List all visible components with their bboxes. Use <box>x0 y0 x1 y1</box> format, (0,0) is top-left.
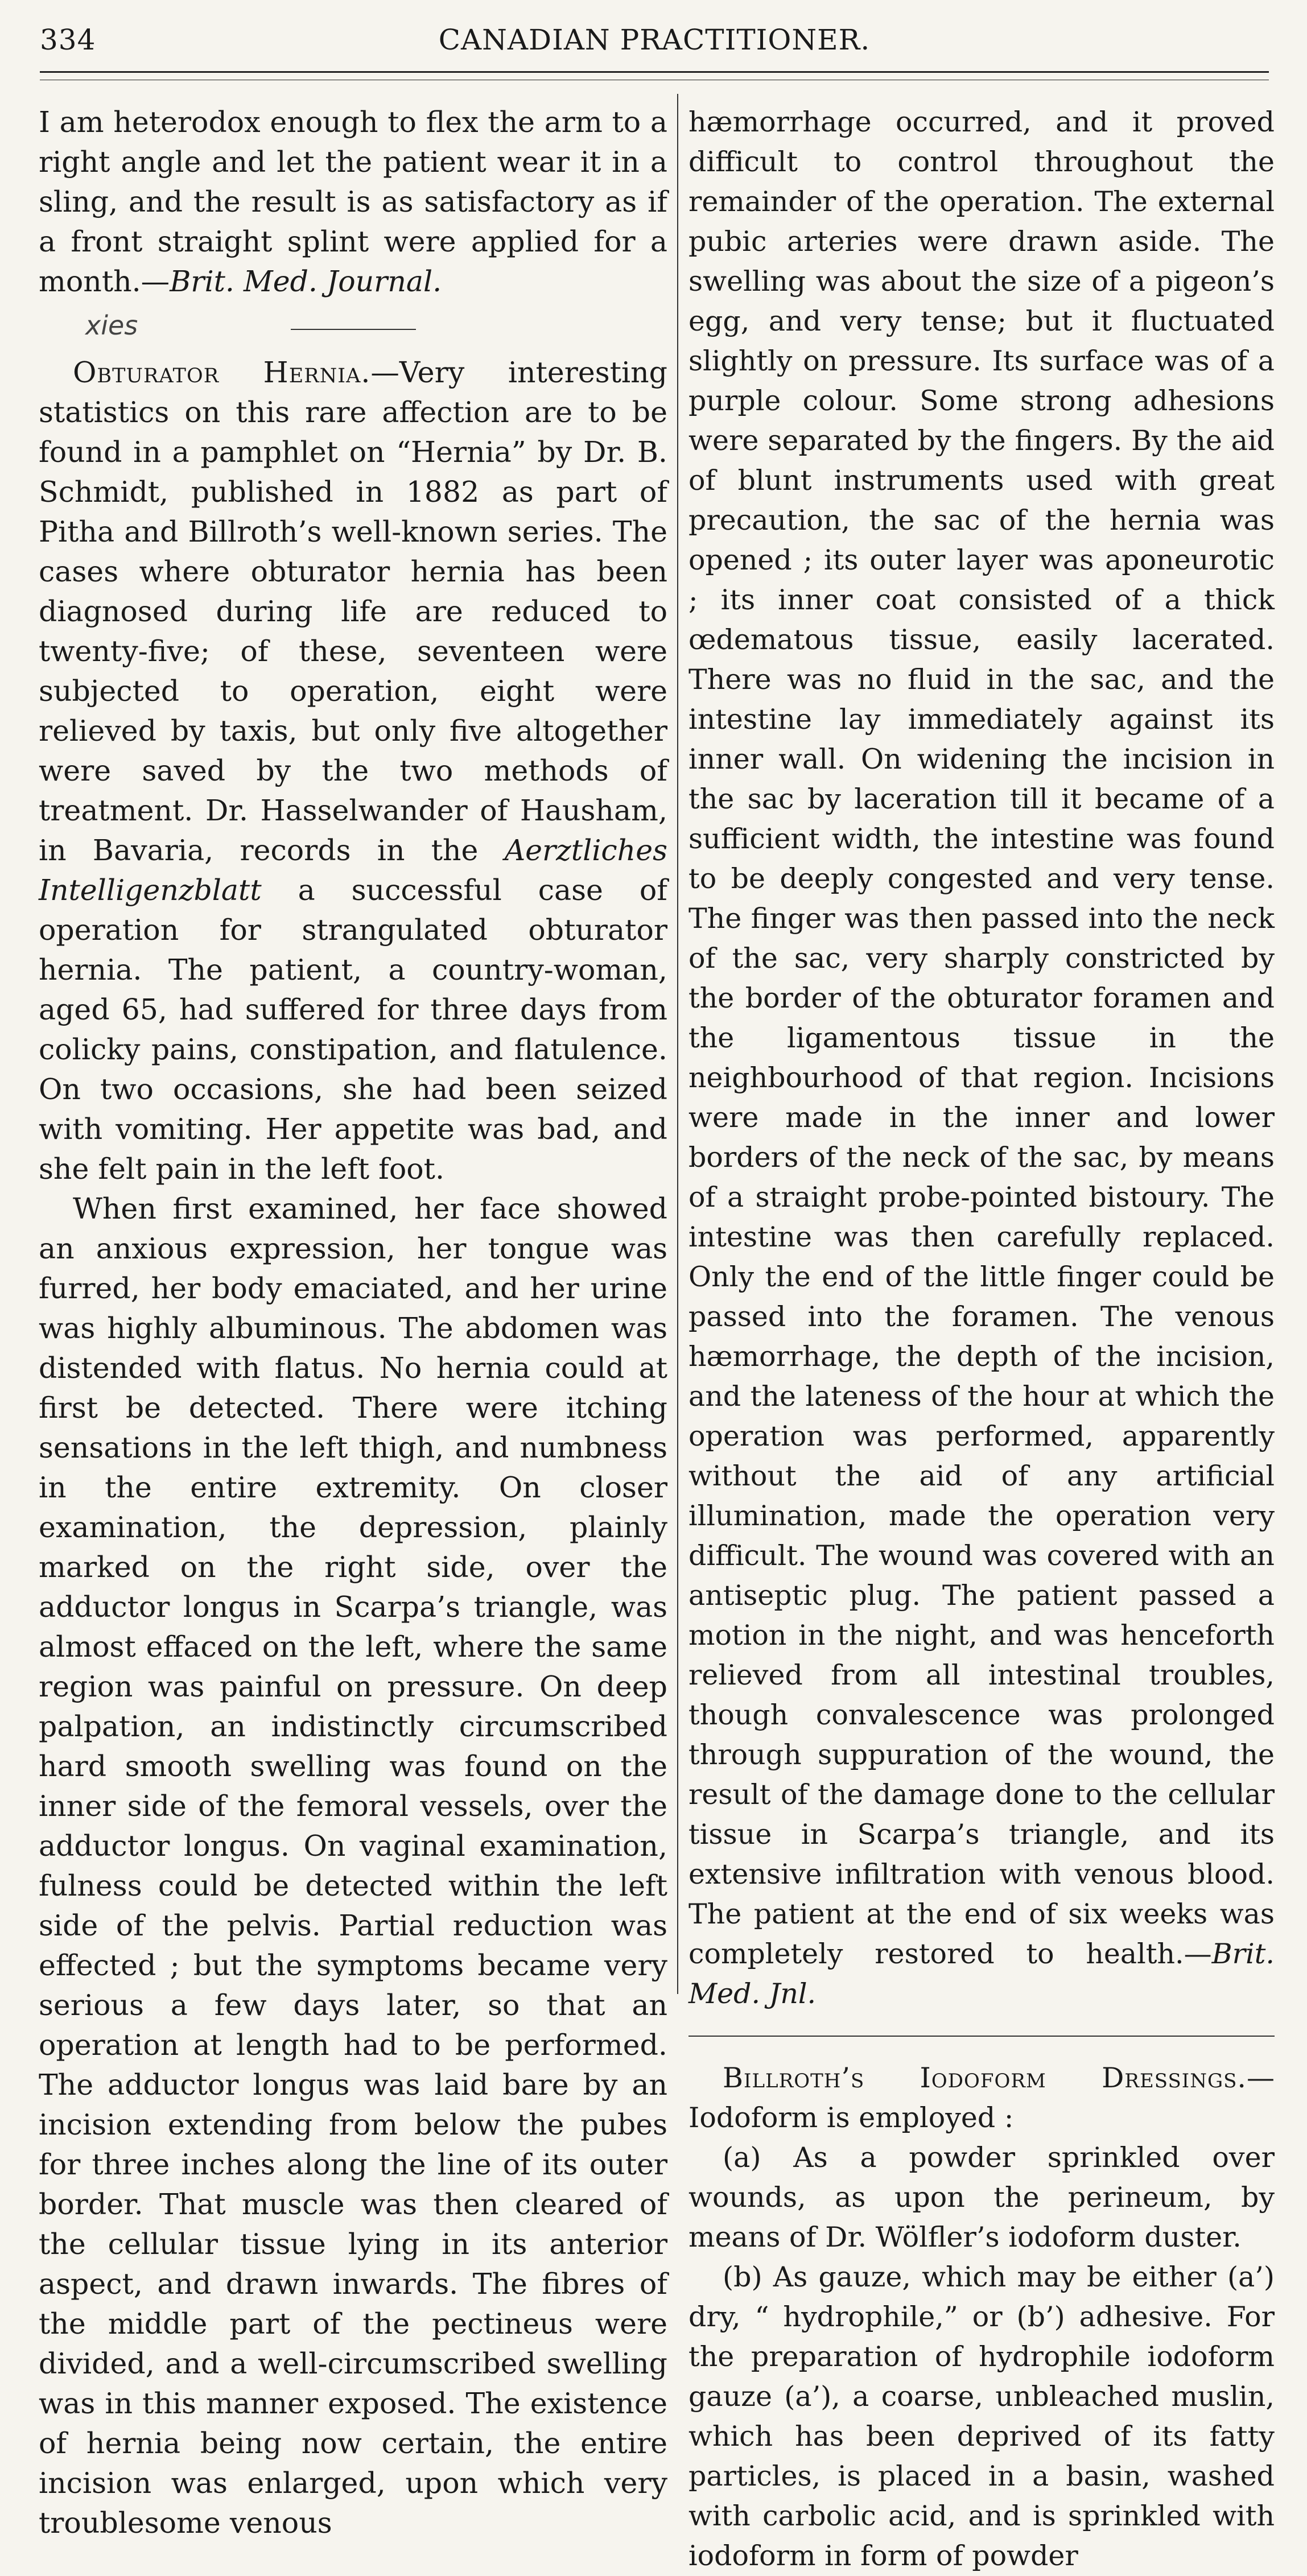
source-citation: Brit. Med. Jnl. <box>688 1938 1275 2010</box>
left-column <box>39 102 667 2543</box>
paragraph-operation: hæmorrhage occurred, and it proved difficult to control throughout the remainder of the operation. The external pubic arteries were drawn aside. The swelling was about the size of a pigeon’s egg, and very tense; but it fluctuated slightly on pressure. Its surface was of a purple colour. Some strong adhesions were separated by the fingers. By the aid of blunt instruments used with great precaution, the sac of the hernia was opened ; its outer layer was aponeurotic ; its inner coat consisted of a thick œdematous tissue, easily lacerated. There was no fluid in the sac, and the intestine lay immediately against its inner wall. On widening the incision in the sac by laceration till it became of a sufficient width, the intestine was found to be deeply congested and very tense. The finger was then passed into the neck of the sac, very sharply constricted by the border of the obturator foramen and the ligamentous tissue in the neighbourhood of that region. Incisions were made in the inner and lower borders of the neck of the sac, by means of a straight probe-pointed bistoury. The intestine was then carefully replaced. Only the end of the little finger could be passed into the foramen. The venous hæmorrhage, the depth of the incision, and the lateness of the hour at which the operation was performed, apparently without the aid of any artificial illumination, made the operation very difficult. The wound was covered with an antiseptic plug. The patient passed a motion in the night, and was henceforth relieved from all intestinal troubles, though convalescence was prolonged through suppuration of the wound, the result of the damage done to the cellular tissue in Scarpa’s triangle, and its extensive infiltration with venous blood. The patient at the end of six weeks was completely restored to health.—Brit. Med. Jnl. <box>688 106 1275 2010</box>
column-divider <box>677 94 678 1994</box>
page-number: 334 <box>40 23 96 56</box>
paragraph-obturator-hernia: Obturator Hernia.—Very interesting statistics on this rare affection are to be found in a pamphlet on “Hernia” by Dr. B. Schmidt, published in 1882 as part of Pitha and Billroth’s well-known series. The cases where obturator hernia has been diagnosed during life are reduced to twenty-five; of these, seventeen were subjected to operation, eight were relieved by taxis, but only five altogether were saved by the two methods of treatment. Dr. Hasselwander of Hausham, in Bavaria, records in the Aerztliches Intelligenzblatt a successful case of operation for strangulated obturator hernia. The patient, a country-woman, aged 65, had suffered for three days from colicky pains, constipation, and flatulence. On two occasions, she had been seized with vomiting. Her appetite was bad, and she felt pain in the left foot. <box>39 356 667 1186</box>
paragraph-iodoform: Billroth’s Iodoform Dressings.—Iodoform is employed : <box>688 2062 1275 2134</box>
paragraph-examination: When first examined, her face showed an anxious expression, her tongue was furred, her body emaciated, and her urine was highly albuminous. The abdomen was distended with flatus. No hernia could at first be detected. There were itching sensations in the left thigh, and numbness in the entire extremity. On closer examination, the depression, plainly marked on the right side, over the adductor longus in Scarpa’s triangle, was almost effaced on the left, where the same region was painful on pressure. On deep palpation, an indistinctly circumscribed hard smooth swelling was found on the inner side of the femoral vessels, over the adductor longus. On vaginal examination, fulness could be detected within the left side of the pelvis. Partial reduction was effected ; but the symptoms became very serious a few days later, so that an operation at length had to be performed. The adductor longus was laid bare by an incision extending from below the pubes for three inches along the line of its outer border. That muscle was then cleared of the cellular tissue lying in its anterior aspect, and drawn inwards. The fibres of the middle part of the pectineus were divided, and a well-circumscribed swelling was in this manner exposed. The existence of hernia being now certain, the entire incision was enlarged, upon which very troublesome venous <box>39 1192 667 2540</box>
paragraph-powder: (a) As a powder sprinkled over wounds, as upon the perineum, by means of Dr. Wölfler’s iodoform duster. <box>688 2141 1275 2253</box>
header-rule <box>40 71 1269 73</box>
section-heading: Obturator Hernia. <box>73 356 371 389</box>
right-column <box>688 102 1275 2576</box>
source-citation: Brit. Med. Journal. <box>170 265 442 298</box>
paragraph-arm-sling: I am heterodox enough to flex the arm to a right angle and let the patient wear it in a sling, and the result is as satisfactory as if a front straight splint were applied for a month.—Brit. Med. Journal. <box>39 105 667 298</box>
journal-title: CANADIAN PRACTITIONER. <box>438 23 871 56</box>
paragraph-gauze: (b) As gauze, which may be either (a’) dry, “ hydrophile,” or (b’) adhesive. For the preparation of hydrophile iodoform gauze (a’), a coarse, unbleached muslin, which has been deprived of its fatty particles, is placed in a basin, washed with carbolic acid, and is sprinkled with iodoform in form of powder <box>688 2261 1275 2572</box>
page-header <box>40 17 1269 63</box>
section-heading: Billroth’s Iodoform Dressings. <box>723 2062 1247 2094</box>
handwritten-annotation: xies <box>85 310 138 341</box>
section-rule <box>688 2036 1275 2037</box>
